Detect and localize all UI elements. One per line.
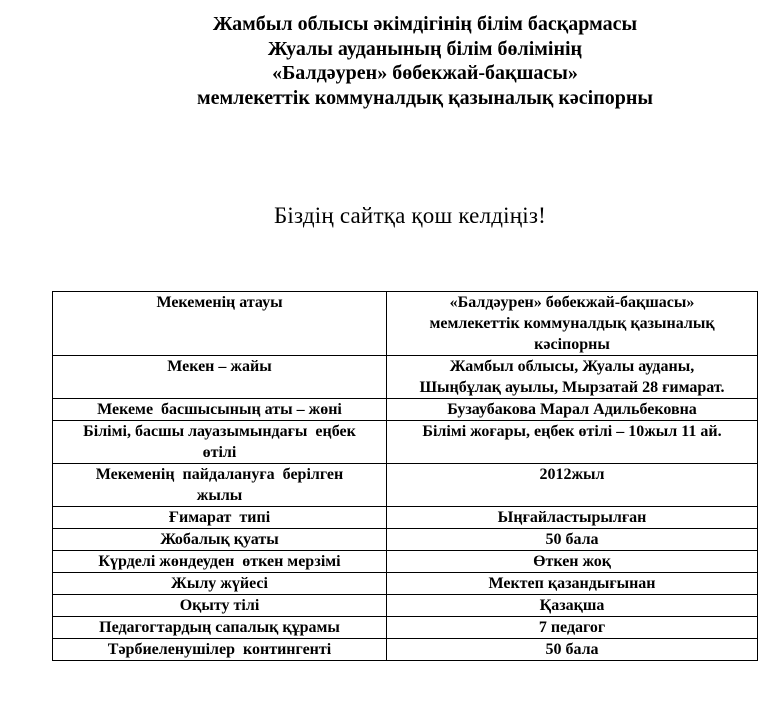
header-line-3: «Балдәурен» бөбекжай-бақшасы» xyxy=(272,62,578,84)
table-row-address xyxy=(53,356,758,399)
label-text: Мекен – жайы xyxy=(167,358,272,375)
label-line: Білімі, басшы лауазымындағы еңбек xyxy=(83,423,356,440)
row-label xyxy=(53,551,387,573)
row-label xyxy=(53,292,387,356)
table-row-renovation xyxy=(53,551,758,573)
row-value xyxy=(387,399,758,421)
row-label xyxy=(53,595,387,617)
table-row-pupils xyxy=(53,639,758,661)
label-line: жылы xyxy=(196,487,243,504)
row-value xyxy=(387,421,758,464)
value-line: Ыңғайластырылған xyxy=(497,509,647,526)
row-value xyxy=(387,529,758,551)
label-text: Педагогтардың сапалық құрамы xyxy=(99,619,340,636)
value-line: Жамбыл облысы, Жуалы ауданы, xyxy=(449,358,695,375)
value-line: 2012жыл xyxy=(539,466,605,483)
row-value xyxy=(387,356,758,399)
header-line-1: Жамбыл облысы әкімдігінің білім басқармасы xyxy=(212,13,638,35)
row-label xyxy=(53,356,387,399)
value-line: Бузаубакова Марал Адильбековна xyxy=(447,401,697,418)
label-text: Жылу жүйесі xyxy=(171,575,268,592)
label-text: Оқыту тілі xyxy=(179,597,260,614)
row-value xyxy=(387,464,758,507)
organization-header xyxy=(0,12,774,110)
table-row-director xyxy=(53,399,758,421)
row-value xyxy=(387,617,758,639)
organization-info-table xyxy=(52,291,758,661)
table-row-building-type xyxy=(53,507,758,529)
header-line-4: мемлекеттік коммуналдық қазыналық кәсіпорны xyxy=(196,86,653,109)
label-text: Ғимарат типі xyxy=(168,509,271,526)
row-label xyxy=(53,507,387,529)
label-line: Мекеменің пайдалануға берілген xyxy=(95,466,344,483)
row-label xyxy=(53,464,387,507)
row-label xyxy=(53,639,387,661)
row-label xyxy=(53,399,387,421)
value-line: Қазақша xyxy=(539,597,605,614)
label-text: Тәрбиеленушілер контингенті xyxy=(107,641,332,658)
row-label xyxy=(53,529,387,551)
row-value xyxy=(387,292,758,356)
value-line: 50 бала xyxy=(545,531,599,548)
value-line: «Балдәурен» бөбекжай-бақшасы» xyxy=(449,294,695,311)
label-text: Мекеме басшысының аты – жөні xyxy=(97,401,342,418)
label-line: өтілі xyxy=(202,444,237,461)
label-text: Мекеменің атауы xyxy=(156,294,283,311)
table-row-name xyxy=(53,292,758,356)
value-line: Өткен жоқ xyxy=(533,553,611,570)
table-row-commission-year xyxy=(53,464,758,507)
row-value xyxy=(387,639,758,661)
table-row-capacity xyxy=(53,529,758,551)
header-line-2: Жуалы ауданының білім бөлімінің xyxy=(267,37,583,60)
row-label xyxy=(53,573,387,595)
table-row-teachers xyxy=(53,617,758,639)
table-row-heating xyxy=(53,573,758,595)
row-value xyxy=(387,507,758,529)
row-value xyxy=(387,551,758,573)
label-text: Жобалық қуаты xyxy=(160,531,279,548)
label-text: Күрделі жөндеуден өткен мерзімі xyxy=(98,553,341,570)
row-value xyxy=(387,573,758,595)
table-row-language xyxy=(53,595,758,617)
value-line: Шыңбұлақ ауылы, Мырзатай 28 ғимарат. xyxy=(419,379,725,396)
row-label xyxy=(53,421,387,464)
value-line: Білімі жоғары, еңбек өтілі – 10жыл 11 ай. xyxy=(422,423,722,440)
row-label xyxy=(53,617,387,639)
value-line: 7 педагог xyxy=(538,619,606,636)
table-row-education xyxy=(53,421,758,464)
value-line: мемлекеттік коммуналдық қазыналық xyxy=(429,315,715,332)
value-line: кәсіпорны xyxy=(534,336,610,353)
row-value xyxy=(387,595,758,617)
value-line: Мектеп қазандығынан xyxy=(488,575,656,592)
welcome-title: Біздің сайтқа қош келдіңіз! xyxy=(274,203,546,228)
value-line: 50 бала xyxy=(545,641,599,658)
